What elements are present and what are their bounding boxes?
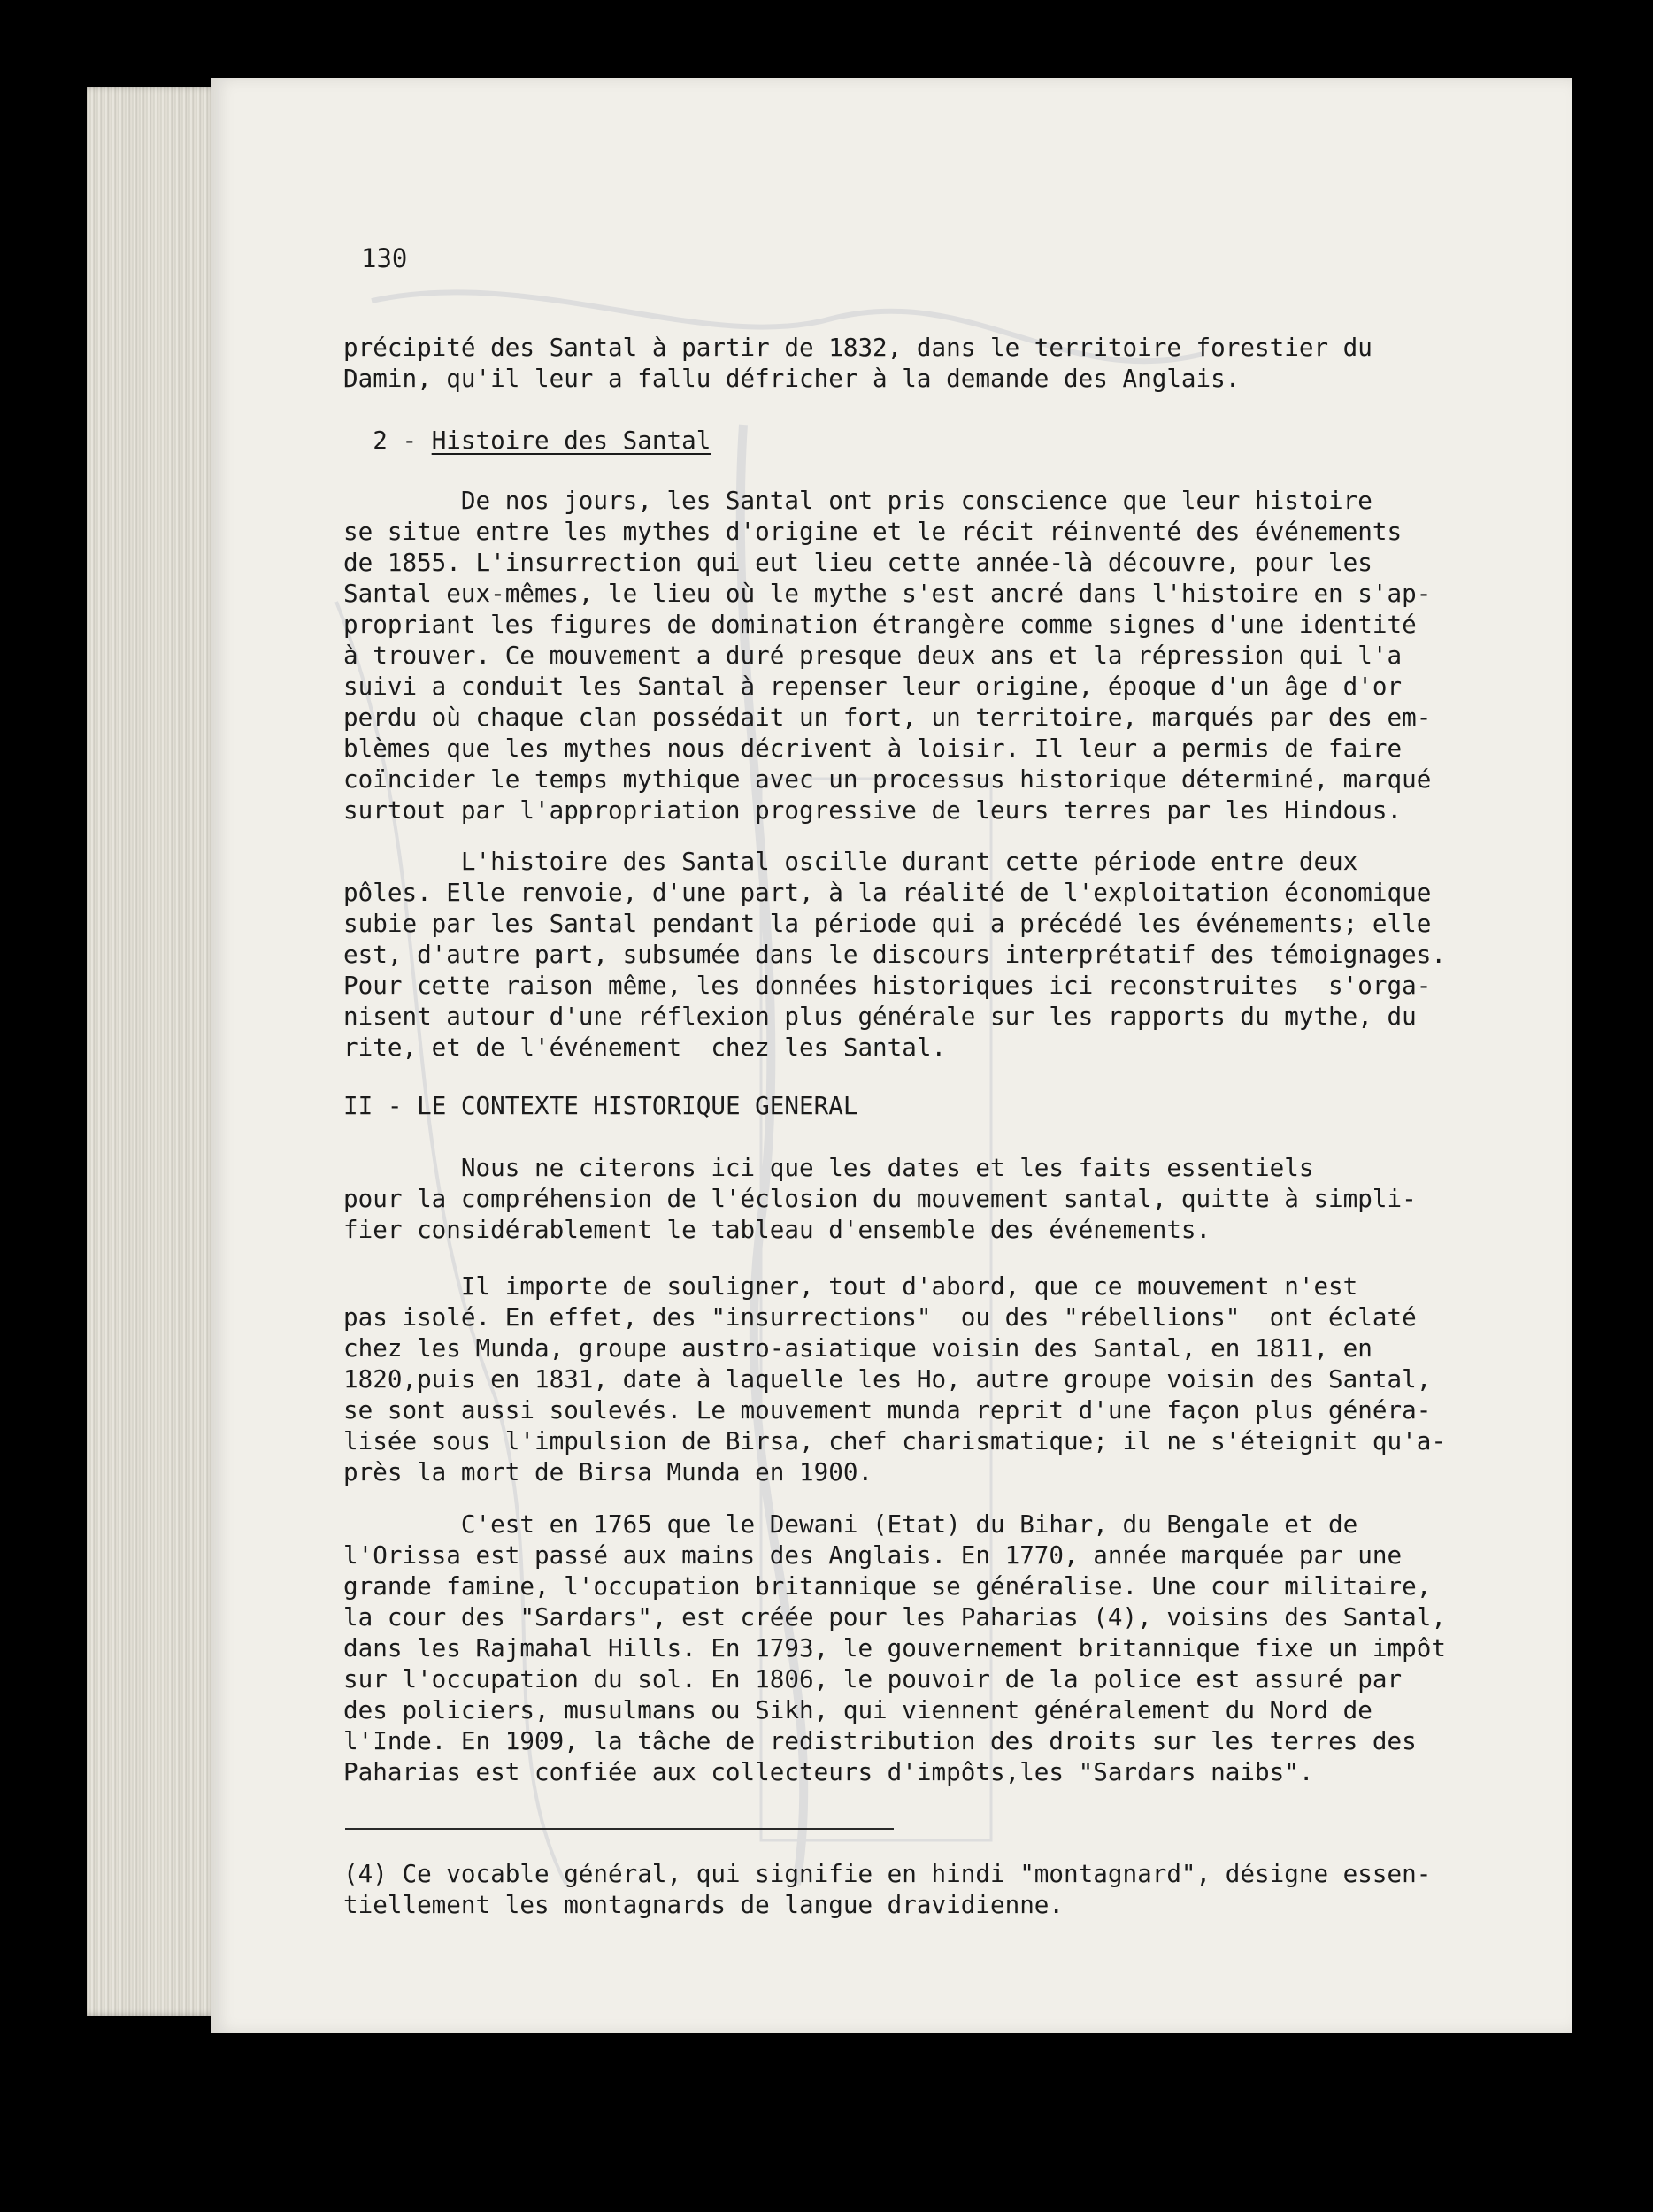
text-line: l'Inde. En 1909, la tâche de redistribution des droits sur les terres des <box>343 1726 1417 1755</box>
heading-title: LE CONTEXTE HISTORIQUE GENERAL <box>417 1091 858 1120</box>
page-number: 130 <box>361 243 408 273</box>
text-line: Nous ne citerons ici que les dates et les faits essentiels <box>343 1153 1314 1182</box>
text-line: Damin, qu'il leur a fallu défricher à la demande des Anglais. <box>343 364 1241 393</box>
text-line: De nos jours, les Santal ont pris conscience que leur histoire <box>343 486 1372 515</box>
text-line: lisée sous l'impulsion de Birsa, chef charismatique; il ne s'éteignit qu'a- <box>343 1426 1446 1455</box>
heading-title: Histoire des Santal <box>431 426 711 455</box>
text-line: suivi a conduit les Santal à repenser leur origine, époque d'un âge d'or <box>343 672 1403 701</box>
text-line: propriant les figures de domination étrangère comme signes d'une identité <box>343 610 1417 639</box>
text-line: nisent autour d'une réflexion plus générale sur les rapports du mythe, du <box>343 1002 1417 1031</box>
text-line: l'Orissa est passé aux mains des Anglais. En 1770, année marquée par une <box>343 1540 1403 1570</box>
text-line: pas isolé. En effet, des "insurrections" ou des "rébellions" ont éclaté <box>343 1302 1417 1332</box>
text-line: C'est en 1765 que le Dewani (Etat) du Bihar, du Bengale et de <box>343 1509 1358 1539</box>
paragraph-3 <box>343 1152 1458 1245</box>
heading-number: II - <box>343 1091 418 1120</box>
text-line: la cour des "Sardars", est créée pour les Paharias (4), voisins des Santal, <box>343 1602 1446 1632</box>
paragraph-5 <box>343 1509 1458 1787</box>
text-line: pour la compréhension de l'éclosion du mouvement santal, quitte à simpli- <box>343 1184 1417 1213</box>
text-line: 1820,puis en 1831, date à laquelle les Ho, autre groupe voisin des Santal, <box>343 1364 1432 1394</box>
text-line: précipité des Santal à partir de 1832, dans le territoire forestier du <box>343 333 1372 362</box>
text-line: se sont aussi soulevés. Le mouvement munda reprit d'une façon plus généra- <box>343 1395 1432 1425</box>
paragraph-intro <box>343 332 1458 394</box>
heading-number: 2 - <box>343 426 432 455</box>
paragraph-1 <box>343 485 1458 826</box>
text-line: de 1855. L'insurrection qui eut lieu cette année-là découvre, pour les <box>343 548 1372 577</box>
text-line: fier considérablement le tableau d'ensemble des événements. <box>343 1215 1211 1244</box>
text-line: Il importe de souligner, tout d'abord, que ce mouvement n'est <box>343 1271 1358 1301</box>
text-line: coïncider le temps mythique avec un processus historique déterminé, marqué <box>343 764 1432 794</box>
text-line: dans les Rajmahal Hills. En 1793, le gouvernement britannique fixe un impôt <box>343 1633 1446 1663</box>
text-line: se situe entre les mythes d'origine et le récit réinventé des événements <box>343 517 1403 546</box>
text-line: surtout par l'appropriation progressive de leurs terres par les Hindous. <box>343 795 1403 825</box>
text-line: Pour cette raison même, les données historiques ici reconstruites s'orga- <box>343 971 1432 1000</box>
footnote-separator <box>345 1828 894 1830</box>
text-line: grande famine, l'occupation britannique se généralise. Une cour militaire, <box>343 1571 1432 1601</box>
text-line: à trouver. Ce mouvement a duré presque deux ans et la répression qui l'a <box>343 641 1403 670</box>
text-line: blèmes que les mythes nous décrivent à loisir. Il leur a permis de faire <box>343 733 1403 763</box>
text-line: est, d'autre part, subsumée dans le discours interprétatif des témoignages. <box>343 940 1446 969</box>
text-line: chez les Munda, groupe austro-asiatique voisin des Santal, en 1811, en <box>343 1333 1372 1363</box>
text-line: des policiers, musulmans ou Sikh, qui viennent généralement du Nord de <box>343 1695 1372 1724</box>
text-line: subie par les Santal pendant la période qui a précédé les événements; elle <box>343 909 1432 938</box>
text-line: sur l'occupation du sol. En 1806, le pouvoir de la police est assuré par <box>343 1664 1403 1694</box>
text-line: près la mort de Birsa Munda en 1900. <box>343 1457 873 1486</box>
text-line: perdu où chaque clan possédait un fort, un territoire, marqués par des em- <box>343 703 1432 732</box>
page-edges <box>87 87 219 2016</box>
text-line: tiellement les montagnards de langue dravidienne. <box>343 1890 1065 1919</box>
paragraph-2 <box>343 846 1458 1063</box>
text-line: Santal eux-mêmes, le lieu où le mythe s'est ancré dans l'histoire en s'ap- <box>343 579 1432 608</box>
paragraph-4 <box>343 1271 1458 1487</box>
section-heading-2 <box>343 425 1458 456</box>
text-line: pôles. Elle renvoie, d'une part, à la réalité de l'exploitation économique <box>343 878 1432 907</box>
section-heading-II <box>343 1090 1458 1121</box>
footnote <box>343 1858 1458 1920</box>
text-line: (4) Ce vocable général, qui signifie en hindi "montagnard", désigne essen- <box>343 1859 1432 1888</box>
text-line: Paharias est confiée aux collecteurs d'impôts,les "Sardars naibs". <box>343 1757 1314 1786</box>
text-line: L'histoire des Santal oscille durant cette période entre deux <box>343 847 1358 876</box>
text-line: rite, et de l'événement chez les Santal. <box>343 1033 947 1062</box>
